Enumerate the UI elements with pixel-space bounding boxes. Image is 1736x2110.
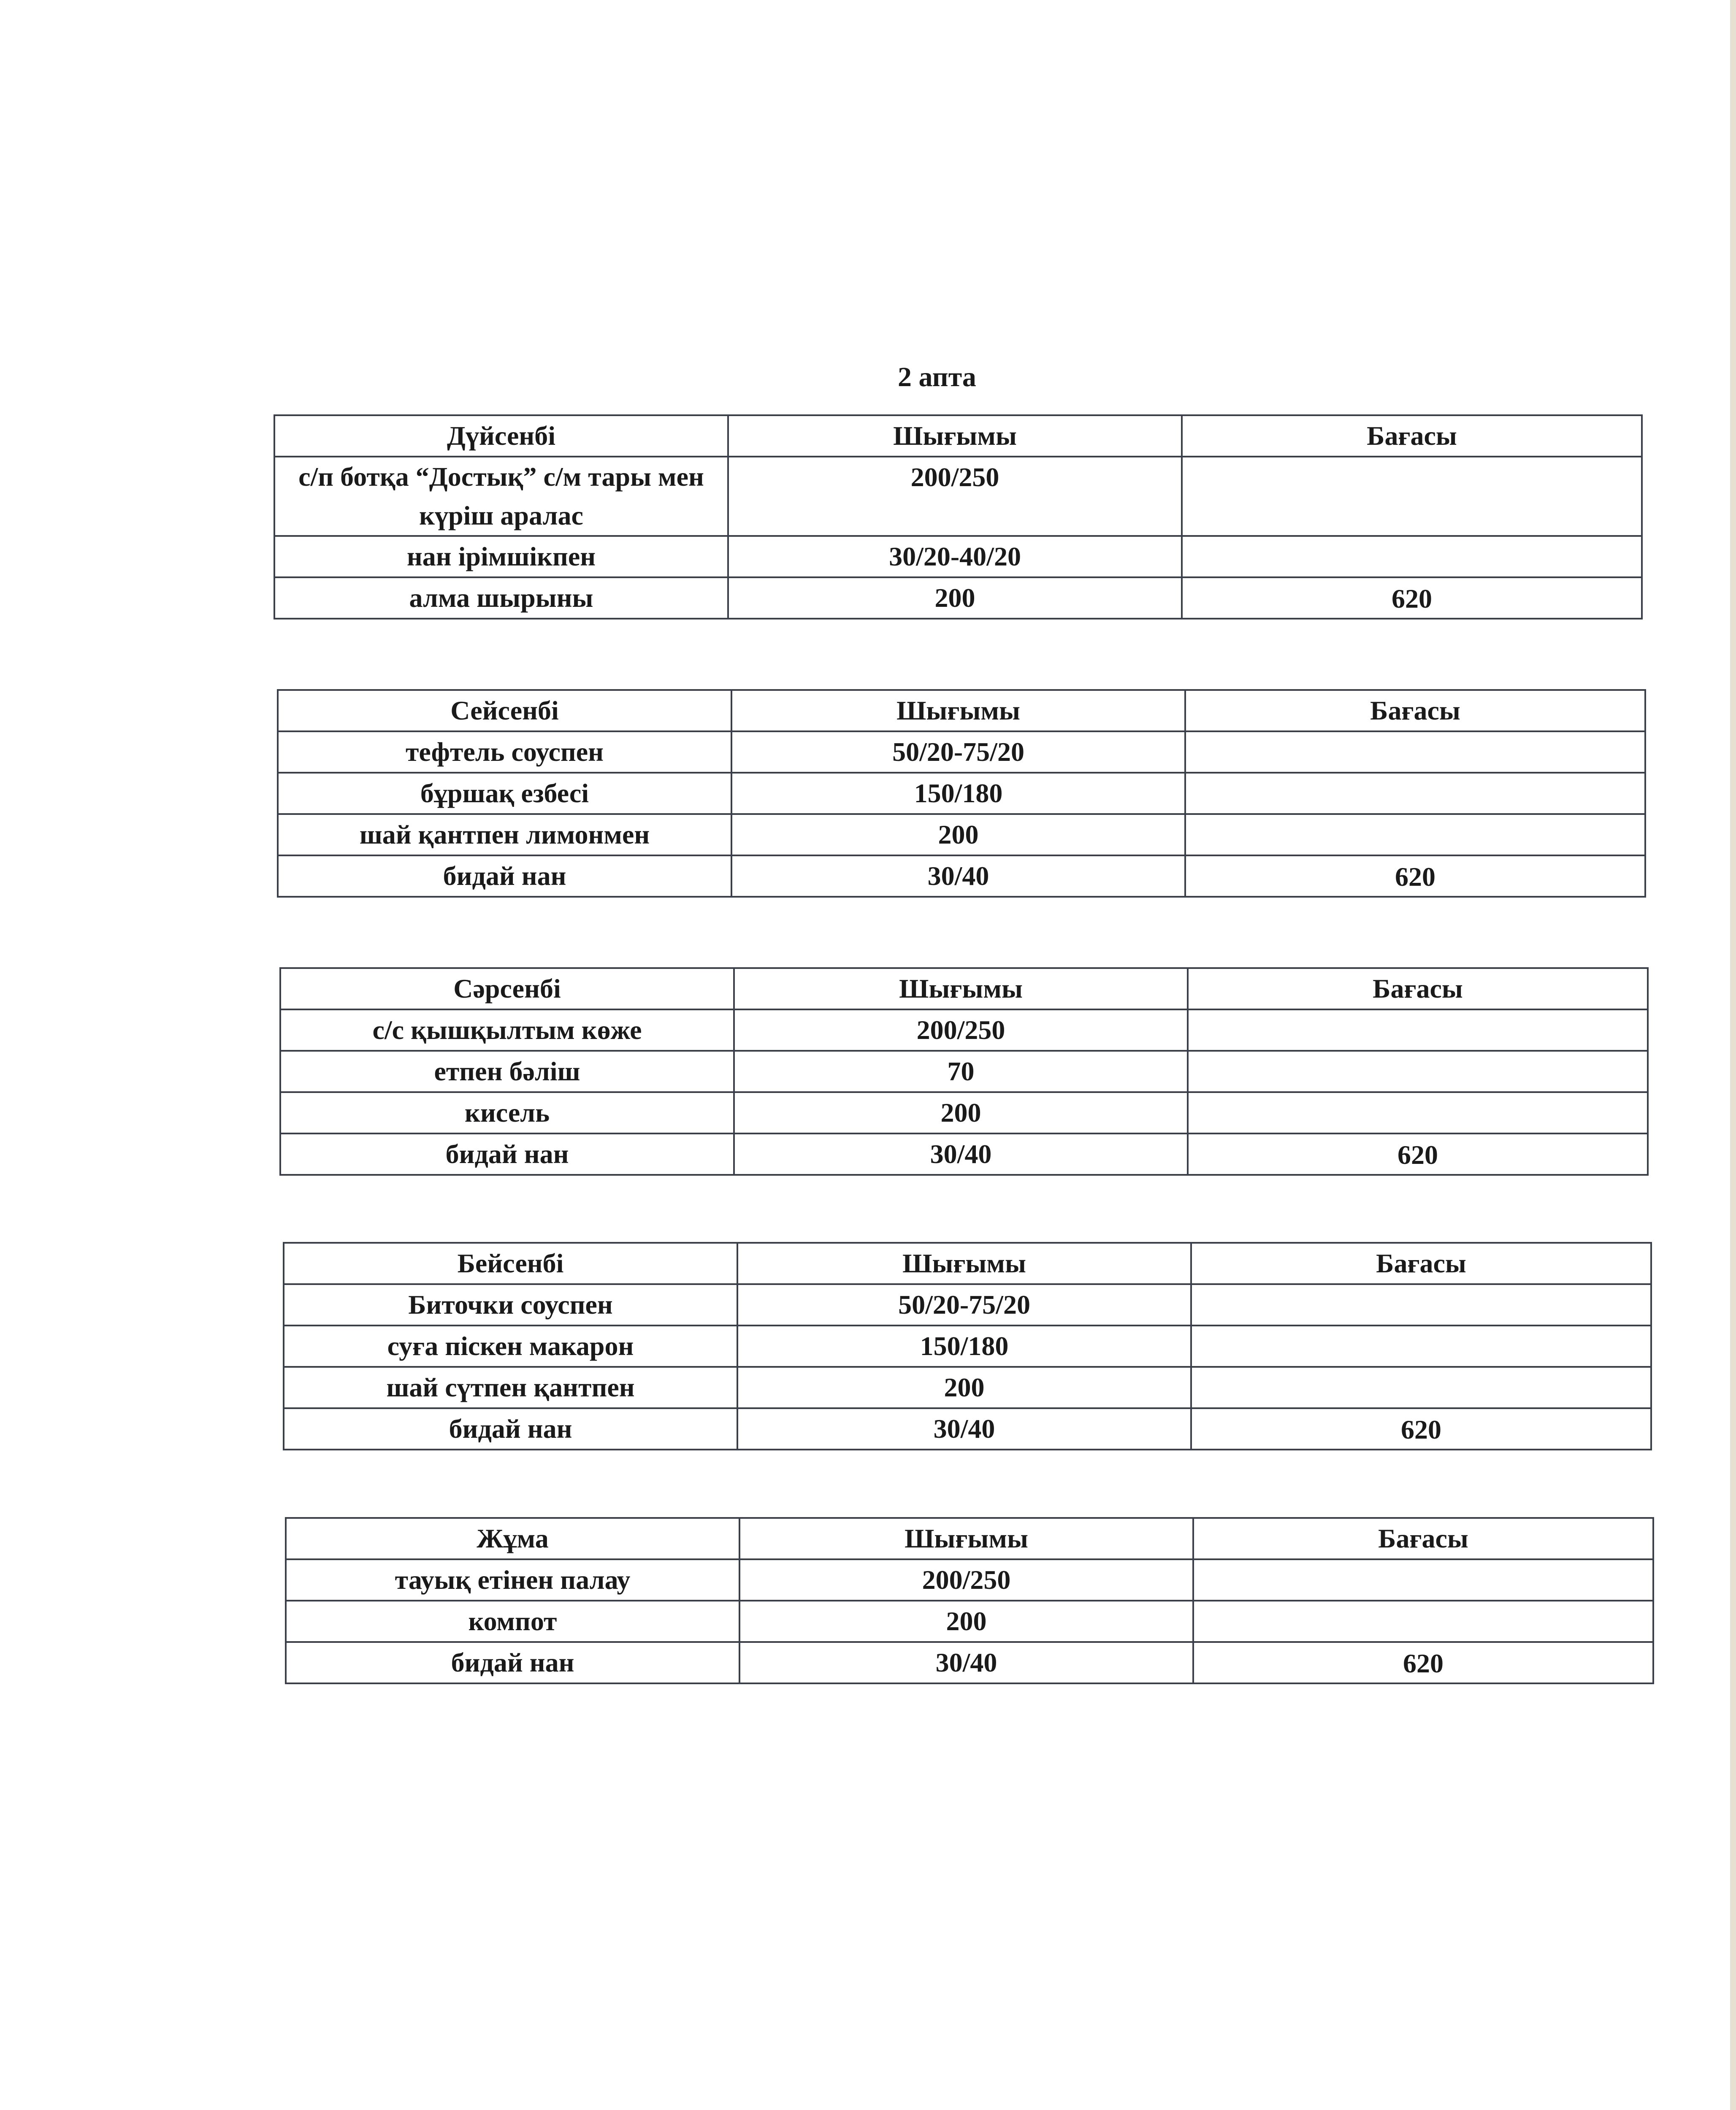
price-header-cell: Бағасы — [1193, 1518, 1653, 1559]
dish-name-cell: шай сүтпен қантпен — [284, 1367, 737, 1408]
dish-price-cell — [1191, 1326, 1651, 1367]
table-row — [284, 1326, 1651, 1367]
table-row — [274, 457, 1642, 536]
dish-price-cell — [1191, 1284, 1651, 1326]
total-price-cell: 620 — [1191, 1408, 1651, 1450]
dish-yield-cell: 200/250 — [734, 1009, 1188, 1051]
dish-name-cell: бидай нан — [278, 855, 731, 897]
dish-name-cell: тауық етінен палау — [286, 1559, 739, 1601]
dish-name-cell: алма шырыны — [274, 577, 728, 619]
dish-yield-cell: 30/40 — [734, 1133, 1188, 1175]
dish-price-cell — [1188, 1092, 1648, 1133]
dish-name-cell: бидай нан — [280, 1133, 734, 1175]
total-price-cell: 620 — [1185, 855, 1645, 897]
dish-yield-cell: 200 — [734, 1092, 1188, 1133]
table-row — [280, 1133, 1648, 1175]
dish-price-cell — [1182, 457, 1642, 536]
dish-yield-cell: 30/40 — [737, 1408, 1191, 1450]
dish-price-cell — [1193, 1559, 1653, 1601]
dish-price-cell — [1191, 1367, 1651, 1408]
table-row — [286, 1559, 1653, 1601]
menu-table-tuesday — [277, 689, 1646, 898]
table-header-row — [286, 1518, 1653, 1559]
table-row — [278, 814, 1645, 855]
day-name-cell: Жұма — [286, 1518, 739, 1559]
dish-price-cell — [1193, 1601, 1653, 1642]
price-header-cell: Бағасы — [1185, 690, 1645, 731]
dish-yield-cell: 200 — [737, 1367, 1191, 1408]
menu-table-friday — [285, 1517, 1654, 1684]
price-header-cell: Бағасы — [1182, 415, 1642, 457]
dish-price-cell — [1185, 773, 1645, 814]
menu-table-wednesday — [279, 967, 1649, 1176]
table-row — [278, 773, 1645, 814]
dish-name-cell: с/с қышқылтым көже — [280, 1009, 734, 1051]
dish-yield-cell: 30/20-40/20 — [728, 536, 1182, 577]
dish-yield-cell: 30/40 — [731, 855, 1185, 897]
dish-name-cell: бидай нан — [284, 1408, 737, 1450]
yield-header-cell: Шығымы — [737, 1243, 1191, 1284]
menu-table-thursday — [283, 1242, 1652, 1450]
dish-yield-cell: 200 — [739, 1601, 1193, 1642]
menu-table-monday — [274, 414, 1643, 619]
table-row — [278, 731, 1645, 773]
page-title-text: 2 апта — [898, 362, 976, 392]
table-row — [278, 855, 1645, 897]
day-name-cell: Бейсенбі — [284, 1243, 737, 1284]
day-name-cell: Сәрсенбі — [280, 968, 734, 1009]
dish-yield-cell: 150/180 — [737, 1326, 1191, 1367]
table-row — [274, 536, 1642, 577]
dish-name-cell: шай қантпен лимонмен — [278, 814, 731, 855]
table-header-row — [284, 1243, 1651, 1284]
dish-name-cell: бұршақ езбесі — [278, 773, 731, 814]
yield-header-cell: Шығымы — [739, 1518, 1193, 1559]
total-price-cell: 620 — [1182, 577, 1642, 619]
dish-price-cell — [1182, 536, 1642, 577]
table-row — [284, 1367, 1651, 1408]
price-header-cell: Бағасы — [1191, 1243, 1651, 1284]
dish-name-cell: Биточки соуспен — [284, 1284, 737, 1326]
dish-price-cell — [1188, 1051, 1648, 1092]
dish-name-cell: с/п ботқа “Достық” с/м тары мен күріш аралас — [274, 457, 728, 536]
table-header-row — [274, 415, 1642, 457]
total-price-cell: 620 — [1188, 1133, 1648, 1175]
yield-header-cell: Шығымы — [728, 415, 1182, 457]
dish-name-cell: етпен бәліш — [280, 1051, 734, 1092]
dish-yield-cell: 200 — [731, 814, 1185, 855]
table-row — [274, 577, 1642, 619]
dish-yield-cell: 30/40 — [739, 1642, 1193, 1683]
table-row — [286, 1642, 1653, 1683]
dish-name-cell: суға піскен макарон — [284, 1326, 737, 1367]
dish-name-cell: бидай нан — [286, 1642, 739, 1683]
yield-header-cell: Шығымы — [734, 968, 1188, 1009]
dish-price-cell — [1188, 1009, 1648, 1051]
page-title — [0, 361, 1736, 393]
table-row — [280, 1092, 1648, 1133]
table-row — [286, 1601, 1653, 1642]
day-name-cell: Сейсенбі — [278, 690, 731, 731]
total-price-cell: 620 — [1193, 1642, 1653, 1683]
dish-name-cell: нан ірімшікпен — [274, 536, 728, 577]
table-header-row — [280, 968, 1648, 1009]
table-row — [280, 1051, 1648, 1092]
dish-name-cell: тефтель соуспен — [278, 731, 731, 773]
dish-name-cell: кисель — [280, 1092, 734, 1133]
dish-yield-cell: 50/20-75/20 — [737, 1284, 1191, 1326]
dish-name-cell: компот — [286, 1601, 739, 1642]
table-row — [284, 1284, 1651, 1326]
price-header-cell: Бағасы — [1188, 968, 1648, 1009]
dish-yield-cell: 150/180 — [731, 773, 1185, 814]
yield-header-cell: Шығымы — [731, 690, 1185, 731]
dish-price-cell — [1185, 814, 1645, 855]
dish-yield-cell: 70 — [734, 1051, 1188, 1092]
table-header-row — [278, 690, 1645, 731]
table-row — [284, 1408, 1651, 1450]
dish-price-cell — [1185, 731, 1645, 773]
dish-yield-cell: 200/250 — [728, 457, 1182, 536]
dish-yield-cell: 200/250 — [739, 1559, 1193, 1601]
table-row — [280, 1009, 1648, 1051]
day-name-cell: Дүйсенбі — [274, 415, 728, 457]
dish-yield-cell: 200 — [728, 577, 1182, 619]
dish-yield-cell: 50/20-75/20 — [731, 731, 1185, 773]
